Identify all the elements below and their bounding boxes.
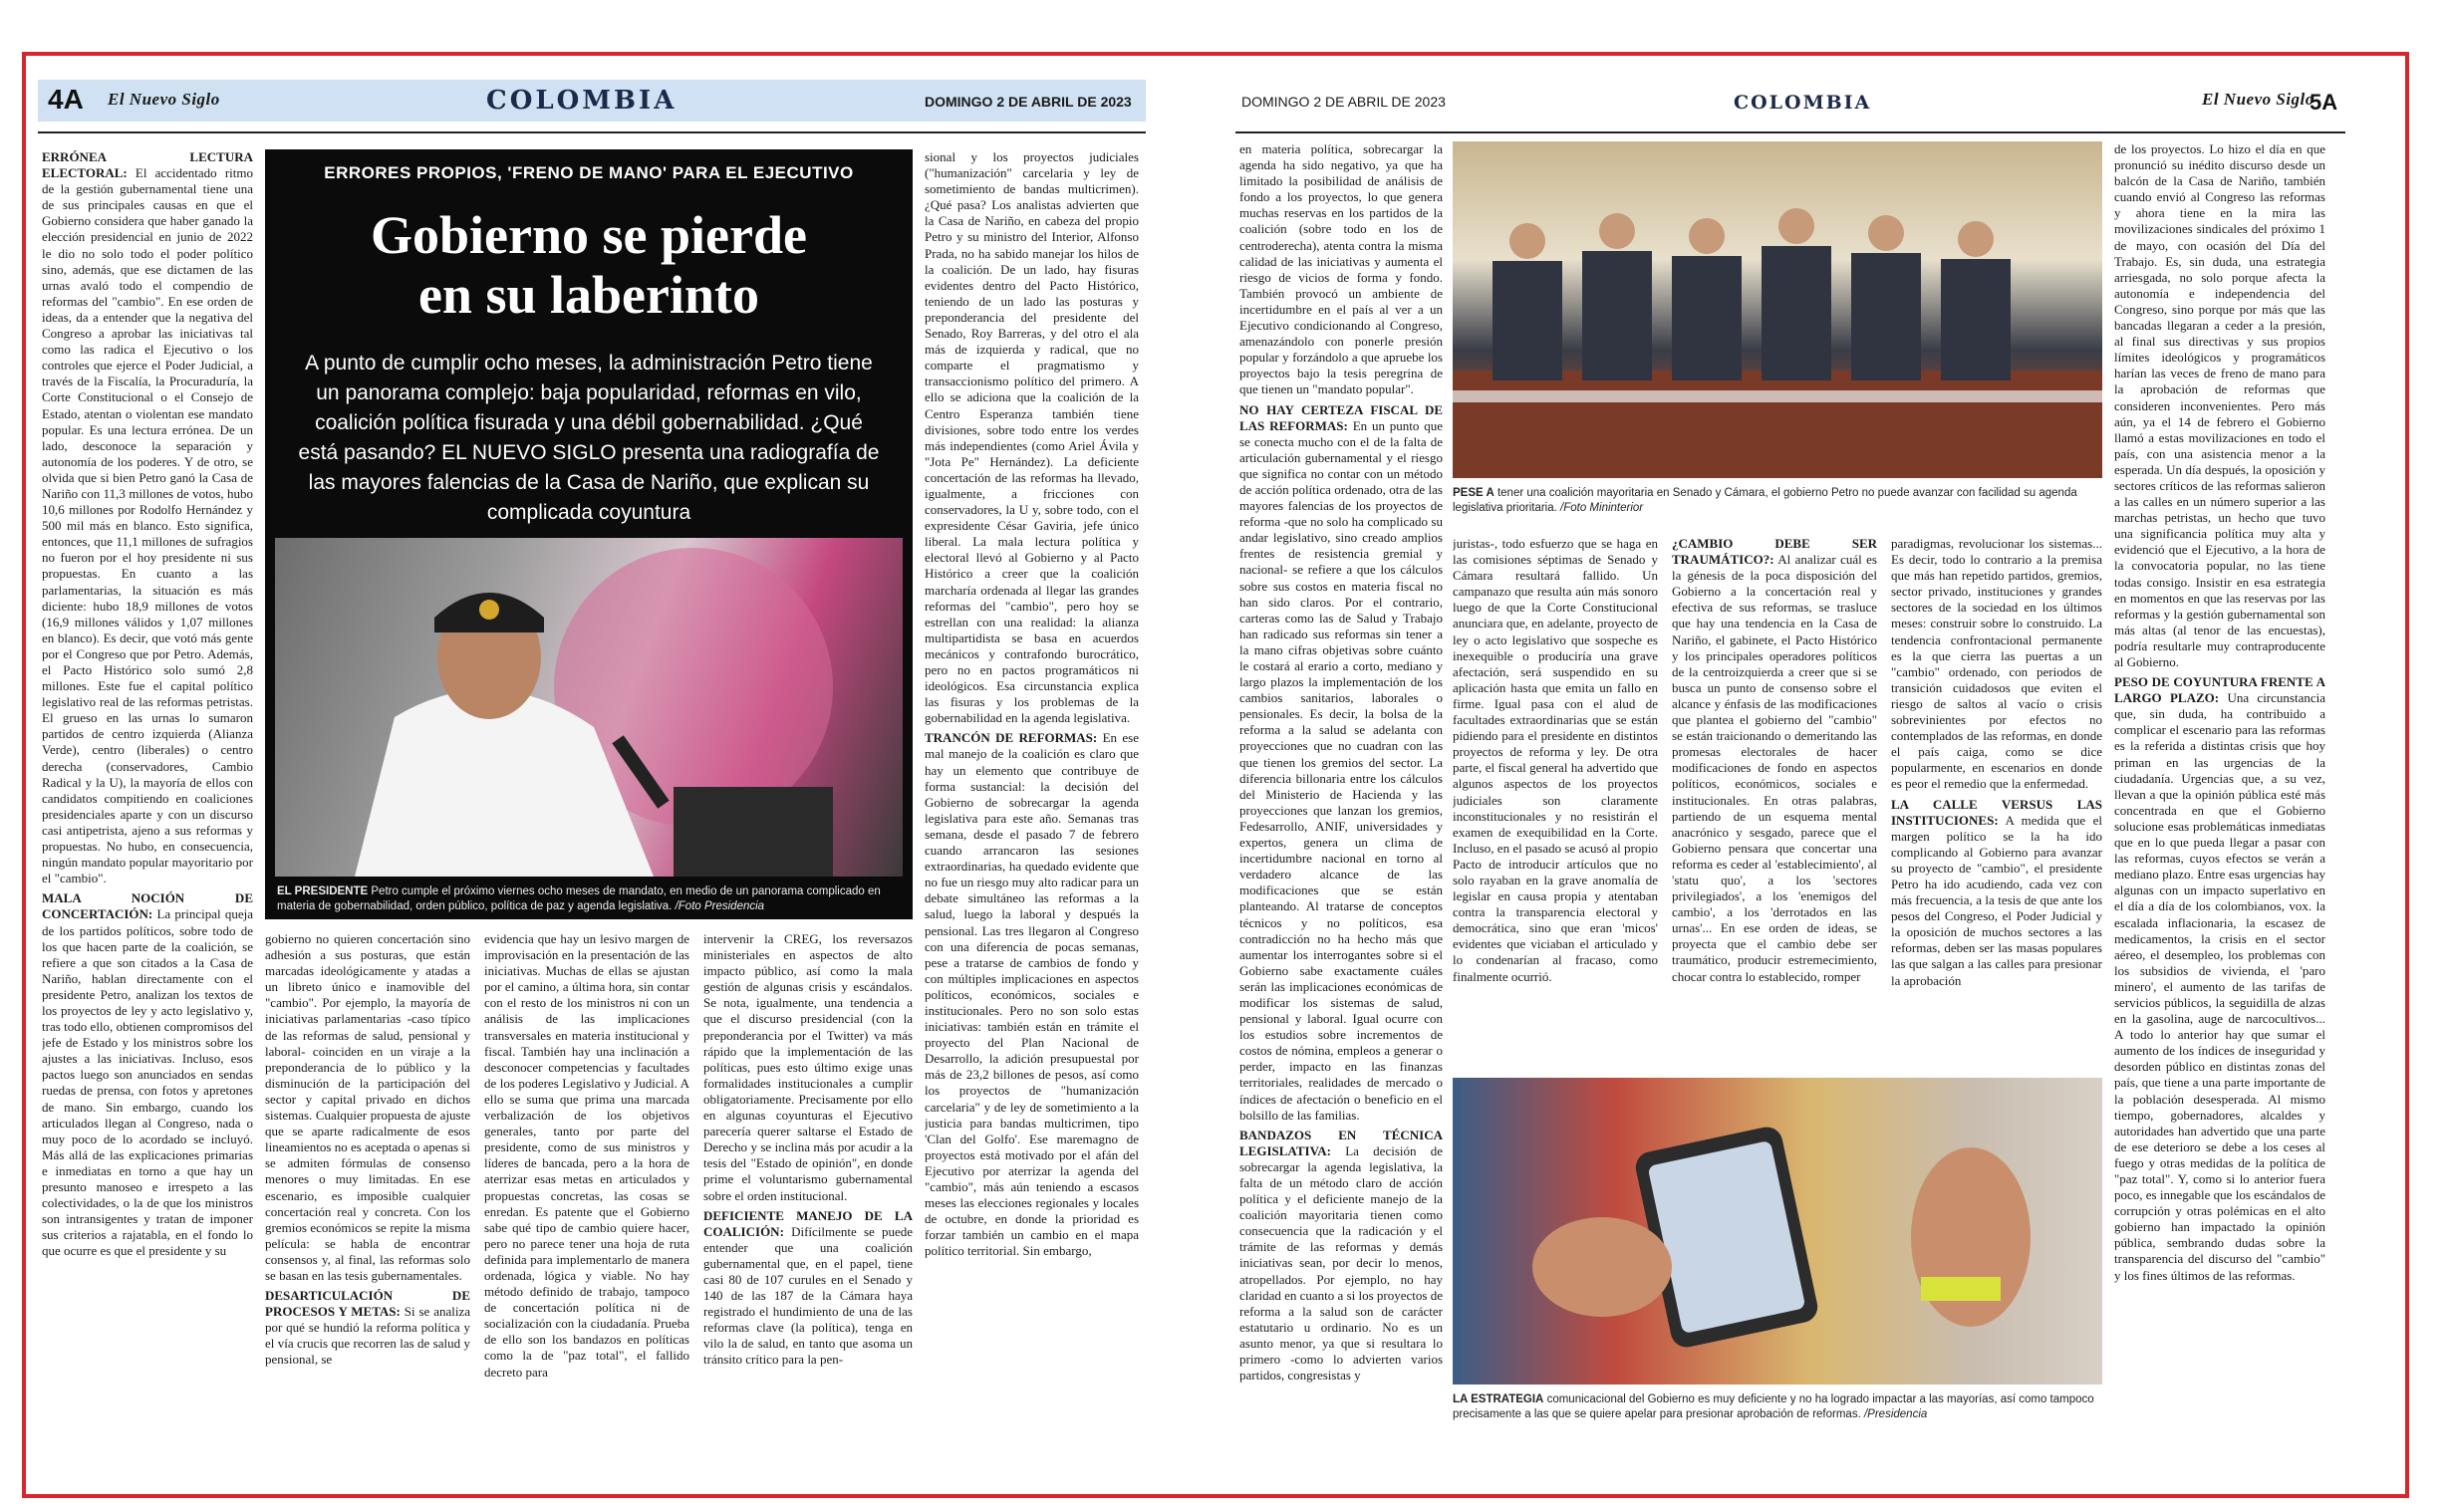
headline	[265, 205, 913, 325]
subheading: ERRÓNEA LECTURA ELECTORAL:	[42, 149, 253, 181]
paragraph: Una circunstancia que, sin duda, ha contribuido a complicar el escenario para las reformas es la referida a distintas crisis que hoy priman en las urgencias de la ciudadanía. Urgencias que, a su vez, llevan a que la opinión pública esté más concentrada en que el Gobierno solucione esas problemáticas inmediatas que en lo que pueda llegar a pasar con las reformas, cuyos efectos se verán a mediano plazo. Entre esas urgencias hay algunas con un impacto superlativo en el día a día de los colombianos, vox. la escalada inflacionaria, la escasez de medicamentos, la crisis en el sector aéreo, el desempleo, los problemas con los subsidios de vivienda, el 'paro minero', el aumento de las tarifas de servicios públicos, la seguidilla de alzas en la gasolina, auge de narcocultivos... A todo lo anterior hay que sumar el aumento de los índices de inseguridad y desorden público en distintas zonas del país, que tiene a una parte importante de la población desesperada. Al mismo tiempo, gobernadores, alcaldes y autoridades han advertido que una parte de ese deterioro se debe a los ceses al fuego y otras medidas de la política de "paz total". Y, como si lo anterior fuera poco, es innegable que los escándalos de corrupción y otras polémicas en el alto gobierno han impactado la opinión pública, sembrando dudas sobre la transparencia del discurso del "cambio" y los fines últimos de las reformas.	[2114, 690, 2325, 1283]
press-conference-photo	[1453, 141, 2102, 478]
paragraph: En un punto que se conecta mucho con el de la falta de articulación gubernamental y el riesgo que significa no contar con un método de acción política ordenado, otra de las mayores falencias de los proyectos de reforma -que no solo ha complicado su andar legislativo, sino creado amplios frentes de resistencia gremial y nacional- se refiere a que los cálculos sobre sus costos en materia fiscal no han sido claros. Por el contrario, carteras como las de Salud y Trabajo han radicado sus reformas sin tener a la mano cifras objetivas sobre cuánto le costará al erario a corto, mediano y largo plazos la implementación de los cambios sanitarios, laborales o pensionales. Es decir, la bolsa de la reforma a la salud se adelanta con proyecciones que no cuadran con las que tienen los gremios del sector. La diferencia billonaria entre los cálculos del Ministerio de Hacienda y las proyecciones que lanzan los gremios, Fedesarrollo, ANIF, universidades y expertos, genera un clima de incertidumbre nacional en torno al verdadero alcance de las modificaciones que se están planteando. Al tratarse de conceptos técnicos y no políticos, esa contradicción no ha hecho más que aumentar los interrogantes sobre si el Gobierno sabe exactamente cuáles serán las implicaciones económicas de modificar los sistemas de salud, pensional y laboral. Igual ocurre con los estudios sobre incrementos de costos de nómina, empleos a generar o perder, impacto en las finanzas territoriales, realidades de mercado o índices de afectación o beneficio en el bolsillo de las familias.	[1239, 417, 1443, 1123]
kicker: ERRORES PROPIOS, 'FRENO DE MANO' PARA EL EJECUTIVO	[324, 163, 854, 182]
phone-photo-illustration	[1453, 1078, 2102, 1385]
paragraph: En ese mal manejo de la coalición es claro que hay un elemento que contribuye de forma sustancial: la decisión del Gobierno de sobrecargar la agenda legislativa para este año. Semanas tras semana, desde el pasado 7 de febrero cuando arrancaron las sesiones extraordinarias, ha quedado evidente que no fue un riesgo muy alto radicar para un debate simultáneo las reformas a la salud, luego la laboral y después la pensional. Las tres llegaron al Congreso con una diferencia de pocas semanas, pese a tratarse de cambios de fondo y con múltiples implicaciones en aspectos políticos, económicos, sociales e institucionales. Pero no son solo estas iniciativas: también están en trámite el proyecto del Plan Nacional de Desarrollo, la adición presupuestal por más de 23,2 billones de pesos, así como los proyectos de "humanización carcelaria" y de ley de sometimiento a la justicia para bandas multicrimen, tipo 'Clan del Golfo'. Ese maremagno de proyectos está motivado por el afán del Ejecutivo por aterrizar la agenda del "cambio", más aún teniendo a escasos meses las elecciones regionales y locales de octubre, en donde la prioridad es forzar también un cambio en el mapa político territorial. Sin embargo,	[925, 730, 1139, 1259]
president-photo	[275, 538, 903, 877]
header-rule	[38, 131, 1146, 133]
right-header	[1235, 80, 2345, 122]
right-page	[1235, 80, 2345, 1484]
deck: A punto de cumplir ocho meses, la administración Petro tiene un panorama complejo: baja popularidad, reformas en vilo, coalición política fisurada y una débil gobernabilidad. ¿Qué está pasando? EL NUEVO SIGLO presenta una radiografía de las mayores falencias de la Casa de Nariño, que explican su complicada coyuntura	[298, 352, 880, 524]
paragraph: La decisión de sobrecargar la agenda legislativa, la falta de un método claro de acción política y el deficiente manejo de la coalición mayoritaria tienen como consecuencia que la radicación y el trámite de las reformas y demás iniciativas sean, por decir lo menos, atropellados. Por ejemplo, no hay claridad en cuanto a si los proyectos de reforma a la salud son de carácter estatutario u ordinario. No es un asunto menor, ya que si resultara lo primero -como lo advierten varios partidos, congresistas y	[1239, 1142, 1443, 1384]
subheading: BANDAZOS EN TÉCNICA LEGISLATIVA:	[1239, 1127, 1443, 1158]
paragraph: juristas-, todo esfuerzo que se haga en las comisiones séptimas de Senado y Cámara resultará fallido. Un campanazo que resulta aún más sonoro luego de que la Corte Constitucional anunciara que, en adelante, proyecto de ley o acto legislativo que sospeche es inexequible o produciría una grave afectación, será suspendido en su aplicación hasta que emita un fallo en firme. Igual pasa con el alud de facultades extraordinarias que se están pidiendo para el presidente en distintos proyectos de reforma y ley. De otra parte, el fiscal general ha advertido que algunos aspectos de los proyectos judiciales son claramente inconstitucionales y no resistirán el examen de exequibilidad en la Corte. Incluso, en el pasado se acusó al propio Pacto de introducir artículos que no solo rayaban en la grave anomalía de legislar en causa propia y atentaban contra la transparencia electoral y democrática, sino que eran 'micos' evidentes que viciaban el articulado y lo condenarían al fracaso, como finalmente ocurrió.	[1453, 536, 1658, 984]
photo-credit: /Foto Presidencia	[675, 900, 765, 912]
section-title: COLOMBIA	[1734, 92, 1872, 114]
paragraph: evidencia que hay un lesivo margen de improvisación en la presentación de las iniciativas. Muchas de ellas se ajustan por el camino, a última hora, sin contar con el resto de los ministros ni con un análisis de las implicaciones transversales en materia institucional y fiscal. También hay una inclinación a desconocer competencias y facultades de los poderes Legislativo y Judicial. A ello se suma que prima una marcada verbalización de los objetivos generales, tanto por parte del presidente, como de sus ministros y líderes de bancada, pero a la hora de aterrizar esas metas en articulados y propuestas concretas, las cosas se enredan. Es patente que el Gobierno sabe qué tipo de cambio quiere hacer, pero no parece tener una hoja de ruta definida para implementarlo de manera ordenada, lógica y viable. No hay método definido de trabajo, tampoco de concertación política ni de socialización con la ciudadanía. Prueba de ello son los bandazos en políticas como la de "paz total", el fallido decreto para	[484, 931, 689, 1380]
paragraph: sional y los proyectos judiciales ("humanización" carcelaria y ley de sometimiento de bandas multicrimen). ¿Qué pasa? Los analistas advierten que la Casa de Nariño, en cabeza del propio Petro y su ministro del Interior, Alfonso Prada, no ha sabido manejar los hilos de la coalición. De un lado, hay fisuras evidentes dentro del Pacto Histórico, teniendo de un lado las posturas y preponderancia del presidente del Senado, Roy Barreras, y del otro el ala más de izquierda y radical, que no comparte el pragmatismo y transaccionismo político del primero. A ello se adiciona que la coalición de la Centro Esperanza también tiene divisiones, sobre todo entre los verdes más independientes (como Ariel Ávila y "Jota Pe" Hernández). La deficiente concertación de las reformas ha llevado, igualmente, a fricciones con conservadores, la U y, sobre todo, con el expresidente César Gaviria, jefe único liberal. La mala lectura política y electoral llevó al Gobierno y al Pacto Histórico a creer que la coalición marcharía ordenada al llegar las grandes reformas del "cambio", pero hoy se estrellan con una realidad: la alianza multipartidista se basa en acuerdos mecánicos y contrafondo burocrático, pero no en pactos programáticos ni ideológicos. Esa circunstancia explica las fisuras y los problemas de la gobernabilidad en la agenda legislativa.	[925, 149, 1139, 726]
subheading: LA CALLE VERSUS LAS INSTITUCIONES:	[1891, 796, 2102, 828]
paragraph: Si se analiza por qué se hundió la reforma política y el vía crucis que recorren las de salud y pensional, se	[265, 1304, 470, 1368]
photo-caption	[1453, 486, 2102, 516]
left-page	[38, 80, 1146, 1484]
paragraph: El accidentado ritmo de la gestión gubernamental tiene una de sus principales causas en que el Gobierno considera que haber ganado la elección presidencial en junio de 2022 le dio no solo todo el poder político sino, además, que ese dictamen de las urnas avaló todo el compendio de reformas del "cambio". En ese orden de ideas, da a entender que la negativa del Congreso a aprobar las iniciativas tal como las radica el Ejecutivo o los controles que ejerce el Poder Judicial, a través de la Fiscalía, la Procuraduría, la Corte Constitucional o el Consejo de Estado, atentan o violentan ese mandato popular. Es una lectura errónea. De un lado, desconoce la separación y autonomía de los poderes. Y de otro, se olvida que si bien Petro ganó la Casa de Nariño con 11,3 millones de votos, hubo 10,6 millones por Rodolfo Hernández y 500 mil más en blanco. Esto significa, entonces, que 11,1 millones de sufragios no fueron por el hoy presidente ni sus propuestas. En cuanto a las parlamentarias, la situación es más diciente: hubo 18,9 millones de votos (16,9 millones válidos y 1,07 millones en blanco). Es decir, que votó más gente por el Congreso que por Petro. Además, el Pacto Histórico solo sumó 2,8 millones. Este fue el capital político legislativo real de las reformas petristas. El grueso en las urnas lo sumaron partidos de centro izquierda (Alianza Verde), centro (liberales) o centro derecha (conservadores, Cambio Radical y la U), la mayoría de ellos con candidatos compitiendo en coaliciones presidenciales aparte y con un discurso casi antipetrista, ajeno a sus reformas y propuestas. No hubo, en consecuencia, ningún mandato popular mayoritario por el "cambio".	[42, 165, 253, 886]
subheading: DEFICIENTE MANEJO DE LA COALICIÓN:	[703, 1207, 913, 1239]
article-column-2	[1453, 536, 1658, 1068]
president-photo-illustration	[275, 538, 903, 877]
header-rule	[1235, 131, 2345, 133]
photo-caption	[277, 884, 901, 914]
article-column-5	[2114, 141, 2325, 1406]
paragraph: gobierno no quieren concertación sino adhesión a sus posturas, que están marcadas ideológicamente y atadas a un libreto único e inamovible del "cambio". Por ejemplo, la mayoría de iniciativas parlamentarias -caso típico de las reformas de salud, pensional y laboral- coinciden en un viraje a la preponderancia de lo público y la disminución de la participación del sector y capital privado en dichos sistemas. Cualquier propuesta de ajuste que se aparte radicalmente de esos lineamientos no es aceptada o apenas si se admiten fórmulas de consenso menores o muy limitadas. En ese escenario, es imposible cualquier concertación real y concreta. Con los gremios económicos se repite la misma película: se habla de encontrar consensos y, al final, las reformas solo se basan en las tesis gubernamentales.	[265, 931, 470, 1283]
caption-text: comunicacional del Gobierno es muy deficiente y no ha logrado impactar a las mayorías, así como tampoco precisamente a las que se quiere apelar para presionar aprobación de reformas.	[1453, 1393, 2094, 1420]
caption-label: PESE A	[1453, 487, 1495, 499]
issue-date: DOMINGO 2 DE ABRIL DE 2023	[925, 94, 1132, 110]
article-column-4	[1891, 536, 2102, 1068]
article-column-3	[1672, 536, 1877, 1068]
subheading: DESARTICULACIÓN DE PROCESOS Y METAS:	[265, 1288, 470, 1320]
page-number: 5A	[2310, 90, 2338, 115]
headline-line: en su laberinto	[417, 265, 760, 325]
feature-box	[265, 149, 913, 919]
subheading: MALA NOCIÓN DE CONCERTACIÓN:	[42, 890, 253, 922]
paragraph: La principal queja de los partidos políticos, sobre todo de los que hacen parte de la coalición, se refiere a que son citados a la Casa de Nariño, hablan directamente con el presidente Petro, analizan los textos de los proyectos de ley y acto legislativo y, tras todo ello, obtienen compromisos del jefe de Estado y los ministros sobre los ajustes a las iniciativas. Incluso, esos pactos luego son anunciados en sendas ruedas de prensa, con fotos y apretones de mano. Sin embargo, cuando los articulados llegan al Congreso, nada o muy poco de lo acordado se incluyó. Más allá de las explicaciones primarias e inmediatas en torno a que hay un presunto manoseo e irrespeto a las colectividades, o la de que los ministros son intransigentes y tratan de imponer sus criterios a rajatabla, en el fondo lo que ocurre es que el presidente y su	[42, 906, 253, 1259]
caption-text: tener una coalición mayoritaria en Senado y Cámara, el gobierno Petro no puede avanzar con facilidad su agenda legislativa prioritaria.	[1453, 487, 2077, 514]
left-header	[38, 80, 1146, 122]
subheading: NO HAY CERTEZA FISCAL DE LAS REFORMAS:	[1239, 401, 1443, 433]
masthead: El Nuevo Siglo	[108, 90, 220, 109]
article-column-1	[42, 149, 253, 1484]
paragraph: paradigmas, revolucionar los sistemas... Es decir, todo lo contrario a la premisa que más han repetido partidos, gremios, sector privado, instituciones y grandes sectores de la sociedad en los últimos meses: construir sobre lo construido. La tendencia confrontacional permanente es la que cierra las puertas a un "cambio" ordenado, con periodos de transición cuidadosos que eviten el riesgo de saltos al vacío o crisis sobrevinientes por efectos no contemplados de las reformas, en donde el país caiga, como se dice popularmente, en escenarios en donde es peor el remedio que la enfermedad.	[1891, 536, 2102, 792]
section-title: COLOMBIA	[486, 86, 678, 116]
caption-label: EL PRESIDENTE	[277, 885, 369, 897]
subheading: TRANCÓN DE REFORMAS:	[925, 730, 1098, 746]
article-column-3	[484, 931, 689, 1484]
subheading: ¿CAMBIO DEBE SER TRAUMÁTICO?:	[1672, 536, 1877, 568]
caption-label: LA ESTRATEGIA	[1453, 1393, 1544, 1405]
article-column-1	[1239, 141, 1443, 1406]
subheading: PESO DE COYUNTURA FRENTE A LARGO PLAZO:	[2114, 674, 2325, 706]
page-number: 4A	[48, 84, 84, 115]
paragraph: Difícilmente se puede entender que una coalición gubernamental que, en el papel, tiene casi 80 de 107 curules en el Senado y 140 de las 187 de la Cámara haya registrado el hundimiento de una de las reformas clave (la política), tenga en vilo la de salud, en tanto que asoma un tránsito crítico para la pen-	[703, 1223, 913, 1368]
press-conference-illustration	[1453, 141, 2102, 478]
paragraph: intervenir la CREG, los reversazos ministeriales en aspectos de alto impacto público, así como la mala gestión de algunas crisis y escándalos. Se nota, igualmente, una tendencia a que el discurso presidencial (con la preponderancia por el Twitter) va más rápido que la implementación de las políticas, pues esto último exige unas formalidades institucionales a cumplir obligatoriamente. Precisamente por ello en algunas coyunturas el Ejecutivo parecería querer saltarse el Estado de Derecho y se inclina más por acudir a la tesis del "Estado de opinión", en donde prime el voluntarismo gubernamental sobre el orden institucional.	[703, 931, 913, 1203]
paragraph: A medida que el margen político se la ha ido complicando al Gobierno para avanzar su proyecto de "cambio", el presidente Petro ha ido acudiendo, cada vez con más frecuencia, a la tesis de que ante los pesos del Congreso, el Poder Judicial y la oposición de muchos sectores a las reformas, deben ser las masas populares las que salgan a las calles para presionar la aprobación	[1891, 812, 2102, 988]
headline-line: Gobierno se pierde	[371, 205, 807, 265]
caption-text: Petro cumple el próximo viernes ocho meses de mandato, en medio de un panorama complicado en materia de gobernabilidad, orden público, política de paz y agenda legislativa.	[277, 885, 881, 912]
masthead: El Nuevo Siglo	[2202, 90, 2314, 109]
issue-date: DOMINGO 2 DE ABRIL DE 2023	[1241, 94, 1446, 110]
article-column-5	[925, 149, 1139, 1484]
article-column-2	[265, 931, 470, 1484]
photo-credit: /Foto Mininterior	[1560, 502, 1644, 514]
article-column-4	[703, 931, 913, 1484]
photo-caption	[1453, 1392, 2102, 1422]
paragraph: Al analizar cuál es la génesis de la poca disposición del Gobierno a la concertación real y efectiva de sus reformas, se trasluce que hay una tendencia en la Casa de Nariño, el gabinete, el Pacto Histórico y los principales operadores políticos de la centroizquierda a creer que si se busca un punto de consenso sobre el alcance y énfasis de las modificaciones que plantea el gobierno del "cambio" se están traicionando o demeritando las promesas electorales de hacer modificaciones de fondo en aspectos políticos, económicos, sociales e institucionales. En otras palabras, partiendo de un esquema mental anacrónico y sesgado, parece que el Gobierno pensara que concertar una reforma es ceder al 'establecimiento', al 'statu quo', a los 'sectores privilegiados', a los 'enemigos del cambio', a los 'derrotados en las urnas'... En ese orden de ideas, se proyecta que el cambio debe ser traumático, producir estremecimiento, chocar contra lo establecido, romper	[1672, 552, 1877, 984]
photo-credit: /Presidencia	[1863, 1408, 1928, 1420]
phone-photo	[1453, 1078, 2102, 1385]
paragraph: de los proyectos. Lo hizo el día en que pronunció su inédito discurso desde un balcón de la Casa de Nariño, también cuando envió al Congreso las reformas y ahora tiene en la mira las movilizaciones sindicales del próximo 1 de mayo, con ocasión del Día del Trabajo. Es, sin duda, una estrategia arriesgada, no solo porque afecta la autonomía e independencia del Congreso, sino porque por más que las bancadas llegaran a ceder a la presión, al final sus directivas y sus propios límites ideológicos y programáticos harían las veces de freno de mano para la aprobación de reformas que consideren inconvenientes. Pero más aún, ya el 14 de febrero el Gobierno llamó a estas movilizaciones en todo el país, con una asistencia menor a la esperada. Un día después, la oposición y sectores críticos de las reformas salieron a las calles en un número superior a las marchas petristas, un hecho que tuvo una significancia política muy alta y evidenció que el Ejecutivo, a la hora de la convocatoria popular, no las tiene todas consigo. Insistir en esa estrategia en momentos en que las reservas por las reformas y la gestión gubernamental son más altas (al tenor de las encuestas), podría resultarle muy contraproducente al Gobierno.	[2114, 141, 2325, 669]
paragraph: en materia política, sobrecargar la agenda ha sido negativo, ya que ha limitado la posibilidad de análisis de fondo a los proyectos, lo que genera muchas reservas en los partidos de la coalición (sobre todo en los de centroderecha), atenta contra la misma calidad de las iniciativas y aumenta el riesgo de vicios de forma y fondo. También provocó un ambiente de incertidumbre en el país al ver a un Ejecutivo condicionando al Congreso, amenazándolo con ponerle presión popular y forzándolo a que apruebe los proyectos bajo la tesis peregrina de que tienen un "mandato popular".	[1239, 141, 1443, 397]
